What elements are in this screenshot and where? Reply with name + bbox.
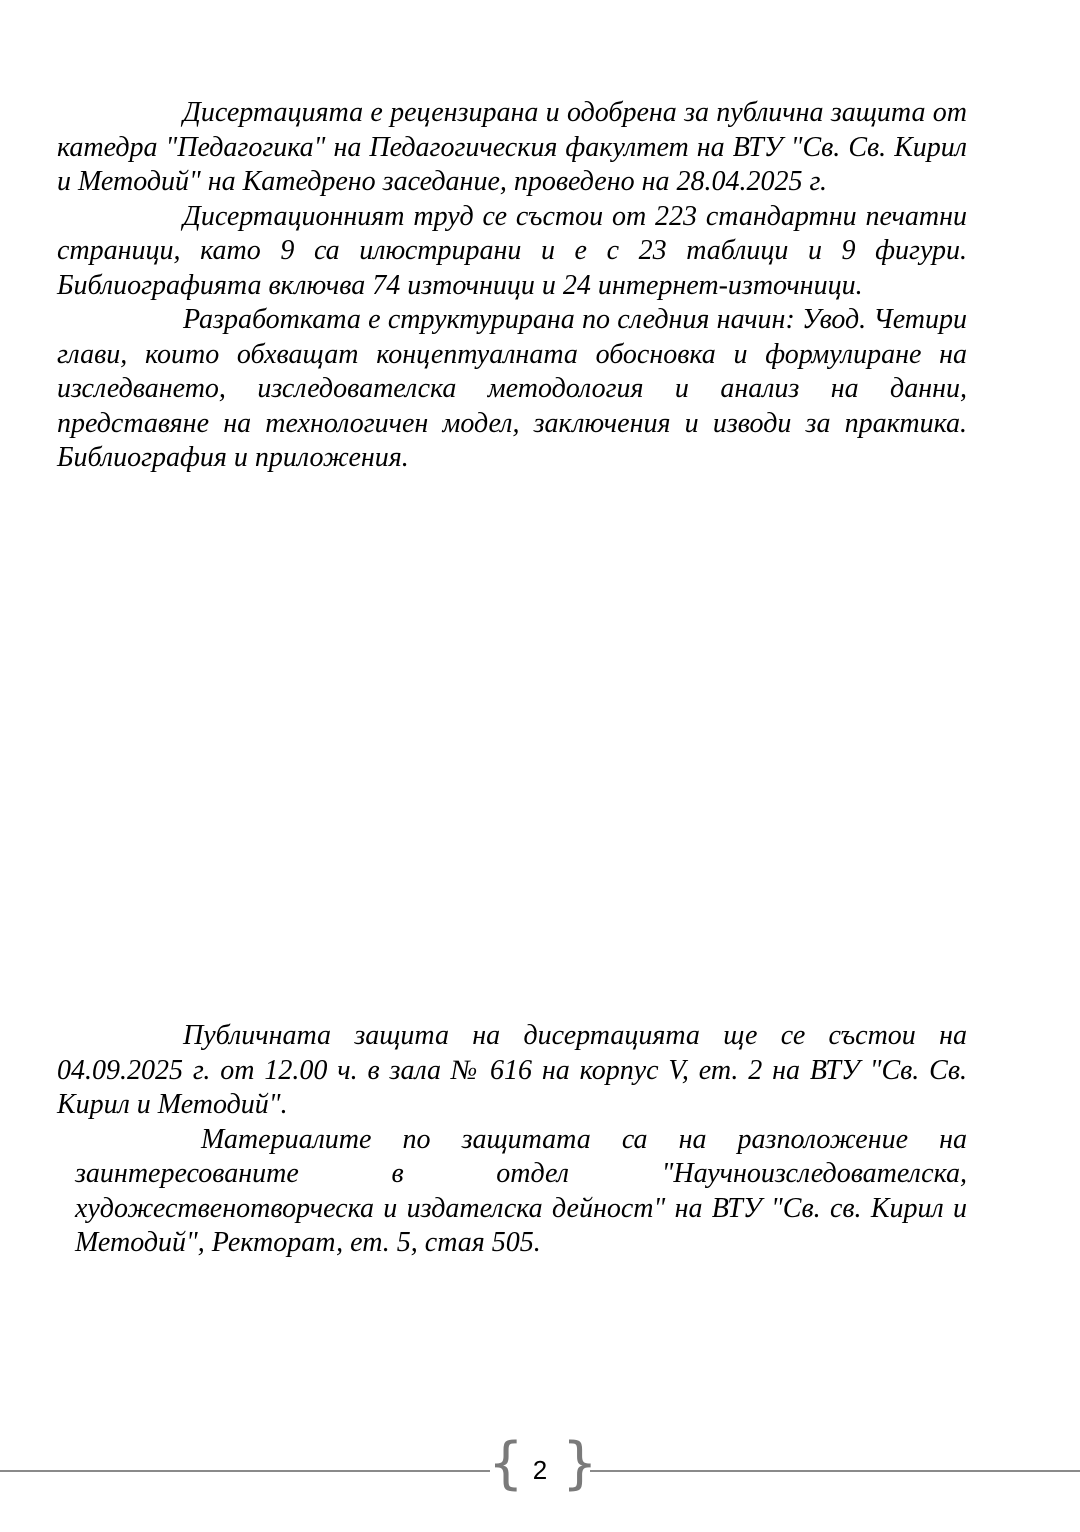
paragraph-dissertation-volume: Дисертационният труд се състои от 223 стандартни печатни страници, като 9 са илюстрирани и е с 23 таблици и 9 фигури. Библиографията включва 74 източници и 24 интернет-източници.: [57, 200, 967, 301]
paragraph-review-approval: Дисертацията е рецензирана и одобрена за публична защита от катедра "Педагогика" на Педагогическия факултет на ВТУ "Св. Св. Кирил и Методий" на Катедрено заседание, проведено на 28.04.2025 г.: [57, 97, 967, 197]
page-footer: [0, 1431, 1080, 1500]
footer-rule-left: [0, 1470, 490, 1472]
page-number: 2: [532, 1455, 548, 1485]
paragraph-public-defense: Публичната защита на дисертацията ще се състои на 04.09.2025 г. от 12.00 ч. в зала № 616 на корпус V, ет. 2 на ВТУ "Св. Св. Кирил и Методий".: [57, 1020, 967, 1120]
footer-rule-right: [590, 1470, 1080, 1472]
footer-brace-open: {: [488, 1431, 524, 1496]
paragraph-materials-availability: Материалите по защитата са на разположение на заинтересованите в отдел "Научноизследователска, художественотворческа и издателска дейност" на ВТУ "Св. св. Кирил и Методий", Ректорат, ет. 5, стая 505.: [75, 1123, 967, 1258]
bottom-text-section: [57, 1019, 967, 1261]
paragraph-structure: Разработката е структурирана по следния начин: Увод. Четири глави, които обхващат концептуалната обосновка и формулиране на изследването, изследователска методология и анализ на данни, представяне на технологичен модел, заключения и изводи за практика. Библиография и приложения.: [57, 304, 967, 473]
footer-brace-close: }: [562, 1431, 598, 1496]
top-text-section: [57, 96, 967, 476]
